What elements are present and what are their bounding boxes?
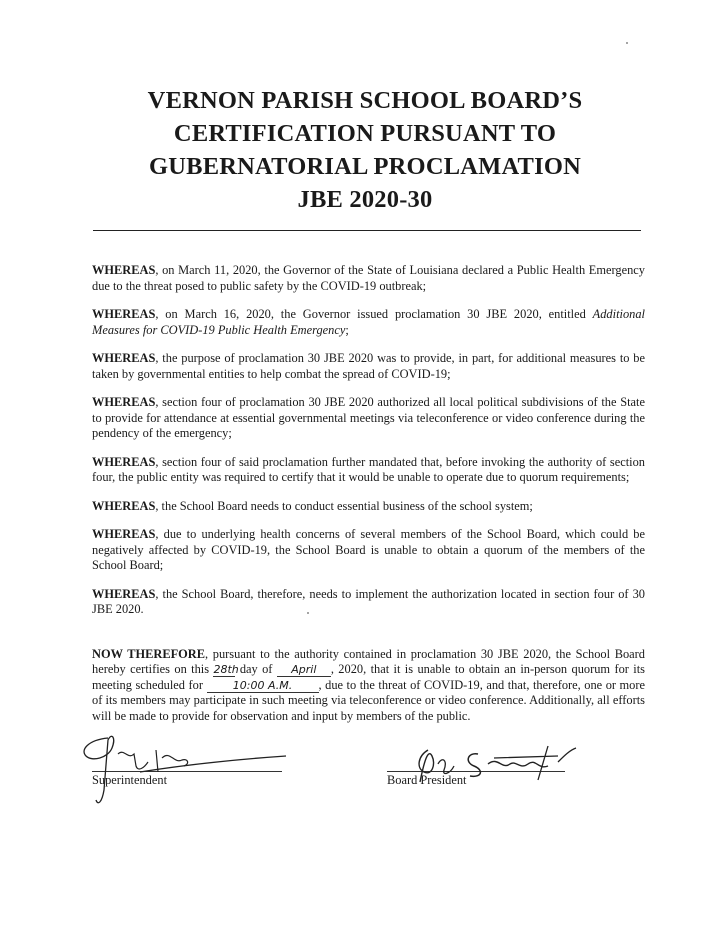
superintendent-label: Superintendent (92, 773, 168, 787)
whereas-paragraph-4: WHEREAS, section four of proclamation 30 JBE 2020 authorized all local political subdivisions of the State to provide for attendance at essential governmental meetings via teleconference or video conference during the pendency of the emergency; (92, 395, 645, 440)
handwritten-day: 28th (213, 663, 239, 676)
handwritten-month: April (277, 664, 331, 677)
whereas-paragraph-7: WHEREAS, due to underlying health concerns of several members of the School Board, which could be negatively affected by COVID-19, the School Board is unable to obtain a quorum of the members of the School Board; (92, 527, 645, 572)
title-line-3: GUBERNATORIAL PROCLAMATION (149, 153, 581, 180)
title-line-2: CERTIFICATION PURSUANT TO (173, 120, 557, 147)
title-line-4: JBE 2020-30 (297, 186, 433, 213)
scan-speck (626, 42, 628, 44)
handwritten-meeting-time: 10:00 A.M. (207, 680, 319, 693)
document-title (90, 84, 640, 216)
board-president-signature (398, 742, 588, 792)
document-body (92, 263, 645, 737)
title-divider (93, 230, 641, 231)
whereas-paragraph-3: WHEREAS, the purpose of proclamation 30 JBE 2020 was to provide, in part, for additional measures to be taken by governmental entities to help combat the spread of COVID-19; (92, 351, 645, 381)
title-line-1: VERNON PARISH SCHOOL BOARD’S (147, 87, 583, 114)
whereas-paragraph-8: WHEREAS, the School Board, therefore, needs to implement the authorization located in section four of 30 JBE 2020. (92, 586, 645, 616)
board-president-label: Board President (387, 773, 467, 787)
whereas-paragraph-6: WHEREAS, the School Board needs to conduct essential business of the school system; (92, 498, 533, 513)
whereas-paragraph-5: WHEREAS, section four of said proclamation further mandated that, before invoking the authority of section four, the public entity was required to certify that it would be unable to operate due to quorum requirements; (92, 454, 645, 484)
scan-speck (307, 612, 309, 614)
now-therefore-paragraph: NOW THEREFORE, pursuant to the authority contained in proclamation 30 JBE 2020, the School Board hereby certifies on this 28th day of April , 2020, that it is unable to obtain an in-person quorum for its meeting scheduled for 10:00 A.M. , due to the threat of COVID-19, and that, therefore, one or more of its members may participate in such meeting via teleconference or video conference. Additionally, all efforts will be made to provide for observation and input by members of the public. (92, 646, 646, 723)
whereas-paragraph-2: WHEREAS, on March 16, 2020, the Governor issued proclamation 30 JBE 2020, entitled Additional Measures for COVID-19 Public Health Emergency; (92, 307, 645, 337)
whereas-paragraph-1: WHEREAS, on March 11, 2020, the Governor of the State of Louisiana declared a Public Health Emergency due to the threat posed to public safety by the COVID-19 outbreak; (92, 263, 645, 293)
superintendent-signature (78, 720, 288, 810)
